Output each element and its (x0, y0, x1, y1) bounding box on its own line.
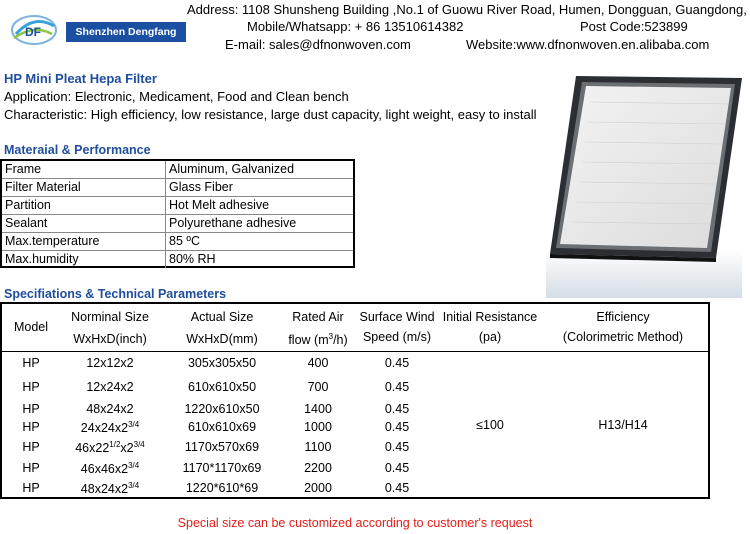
col-header-actual-line1: Actual Size (190, 310, 254, 324)
material-key: Sealant (2, 215, 166, 233)
table-row (2, 251, 353, 269)
cell-actual: 1170*1170x69 (182, 461, 262, 475)
cell-nominal-sup2: 3/4 (133, 440, 145, 449)
material-key: Max.temperature (2, 233, 166, 251)
cell-nominal (60, 440, 160, 455)
svg-text:DF: DF (25, 25, 41, 39)
material-key: Filter Material (2, 179, 166, 197)
cell-nominal-tail: x2 (120, 441, 134, 456)
logo-text: Shenzhen Dengfang (66, 22, 186, 42)
cell-airflow: 1000 (304, 420, 332, 434)
header-mobile: Mobile/Whatsapp: + 86 13510614382 (247, 19, 464, 34)
specs-table (0, 302, 710, 499)
col-header-airflow (278, 308, 358, 349)
cell-nominal (60, 420, 160, 435)
col-header-airflow-line2: flow (m (288, 333, 329, 348)
cell-nominal: 48x24x2 (86, 402, 134, 416)
material-key: Partition (2, 197, 166, 215)
header-divider (2, 351, 708, 352)
table-row (2, 233, 353, 251)
cell-actual: 1170x570x69 (184, 440, 260, 454)
col-header-actual (162, 308, 282, 348)
logo-badge-icon (10, 12, 58, 48)
col-header-nominal (60, 308, 160, 348)
col-header-model: Model (13, 320, 49, 334)
cell-nominal-sup: 1/2 (109, 440, 121, 449)
material-value: Hot Melt adhesive (166, 197, 354, 215)
cell-speed: 0.45 (384, 440, 410, 454)
material-value: Polyurethane adhesive (166, 215, 354, 233)
col-header-efficiency-line1: Efficiency (596, 310, 650, 324)
cell-model: HP (22, 440, 40, 454)
table-row (2, 215, 353, 233)
col-header-speed-line2: Speed (m/s) (362, 330, 432, 344)
cell-nominal-base: 24x24x2 (80, 421, 129, 436)
specs-heading: Specifiations & Technical Parameters (4, 287, 227, 301)
cell-actual: 610x610x69 (187, 420, 257, 434)
cell-nominal (60, 481, 160, 496)
cell-resistance: ≤100 (476, 418, 504, 432)
cell-model: HP (22, 356, 40, 370)
material-key: Max.humidity (2, 251, 166, 269)
cell-speed: 0.45 (384, 461, 410, 475)
cell-model: HP (22, 461, 40, 475)
cell-airflow: 1100 (304, 440, 332, 454)
cell-nominal (60, 461, 160, 476)
header-website: Website:www.dfnonwoven.en.alibaba.com (466, 37, 710, 52)
cell-nominal: 12x24x2 (86, 380, 134, 394)
product-characteristic: Characteristic: High efficiency, low resistance, large dust capacity, light weight, easy to install (4, 107, 537, 122)
cell-nominal: 12x12x2 (86, 356, 134, 370)
cell-speed: 0.45 (384, 481, 410, 495)
col-header-efficiency-line2: (Colorimetric Method) (562, 330, 684, 344)
cell-nominal-base: 46x46x2 (80, 462, 129, 477)
company-logo (10, 10, 185, 52)
table-row (2, 179, 353, 197)
col-header-nominal-line2: WxHxD(inch) (73, 332, 147, 346)
material-value: 80% RH (169, 252, 216, 266)
col-header-nominal-line1: Norminal Size (71, 310, 149, 324)
cell-model: HP (22, 380, 40, 394)
cell-actual: 1220x610x50 (184, 402, 260, 416)
material-value: 85 ºC (166, 233, 354, 251)
cell-model: HP (22, 481, 40, 495)
cell-nominal-sup: 3/4 (128, 481, 140, 490)
cell-speed: 0.45 (384, 356, 410, 370)
table-row (2, 161, 353, 179)
header-email: E-mail: sales@dfnonwoven.com (225, 37, 411, 52)
cell-nominal-sup: 3/4 (128, 461, 140, 470)
materials-table (0, 159, 355, 268)
cell-airflow: 700 (307, 380, 329, 394)
header-post-code: Post Code:523899 (580, 19, 688, 34)
materials-heading: Materaial & Performance (4, 143, 151, 157)
col-header-speed (354, 308, 440, 346)
col-header-resistance-line1: Initial Resistance (442, 310, 538, 324)
cell-nominal-base: 48x24x2 (80, 482, 129, 497)
material-key: Frame (2, 161, 166, 179)
table-row (2, 197, 353, 215)
cell-efficiency: H13/H14 (598, 418, 648, 432)
cell-airflow: 2000 (304, 481, 332, 495)
header-address: Address: 1108 Shunsheng Building ,No.1 of Guowu River Road, Humen, Dongguan, Guangdong, (187, 2, 747, 17)
product-title: HP Mini Pleat Hepa Filter (4, 71, 157, 86)
material-value: Aluminum, Galvanized (166, 161, 354, 179)
cell-model: HP (22, 402, 40, 416)
cell-airflow: 400 (307, 356, 329, 370)
product-filter-image (546, 72, 742, 298)
cell-speed: 0.45 (384, 420, 410, 434)
col-header-airflow-line3: /h) (333, 333, 348, 348)
cell-actual: 610x610x50 (187, 380, 257, 394)
col-header-airflow-sup: 3 (328, 332, 334, 341)
cell-airflow: 1400 (304, 402, 332, 416)
product-application: Application: Electronic, Medicament, Food and Clean bench (4, 89, 349, 104)
cell-model: HP (22, 420, 40, 434)
col-header-resistance-line2: (pa) (478, 330, 502, 344)
col-header-airflow-line1: Rated Air (292, 310, 344, 324)
cell-nominal-base: 46x22 (75, 441, 110, 456)
cell-nominal-sup: 3/4 (128, 420, 140, 429)
cell-speed: 0.45 (384, 380, 410, 394)
material-value: Glass Fiber (166, 179, 354, 197)
cell-actual: 305x305x50 (187, 356, 257, 370)
col-header-resistance (438, 308, 542, 346)
cell-actual: 1220*610*69 (185, 481, 259, 495)
cell-airflow: 2200 (304, 461, 332, 475)
custom-size-note: Special size can be customized according to customer's request (177, 516, 533, 530)
cell-speed: 0.45 (384, 402, 410, 416)
col-header-speed-line1: Surface Wind (359, 310, 435, 324)
col-header-actual-line2: WxHxD(mm) (186, 332, 258, 346)
col-header-efficiency (548, 308, 698, 346)
